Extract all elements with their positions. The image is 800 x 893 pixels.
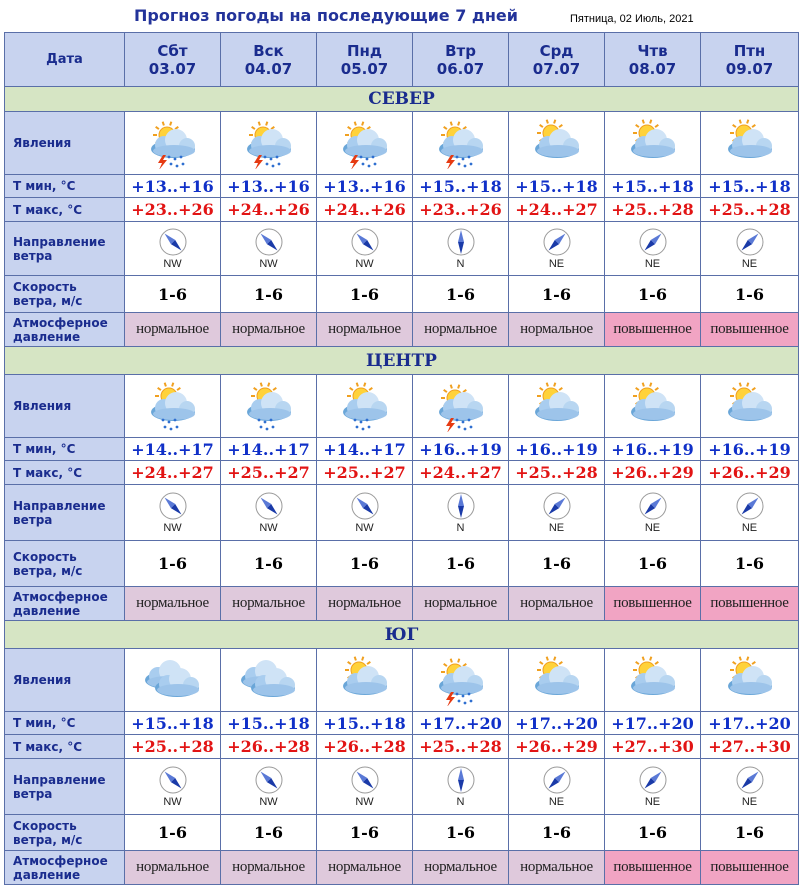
wind-speed-value: 1-6 [413,815,509,851]
wind-speed-value: 1-6 [605,276,701,313]
wind-speed-row [5,815,799,851]
tmax-value: +25..+28 [701,198,799,222]
tmax-value: +26..+29 [701,461,799,485]
date-header: Дата [5,33,125,87]
cloudy-icon [221,654,316,706]
pressure-value: нормальное [413,313,509,347]
wind-direction-label: NW [355,796,374,808]
region-title: ЦЕНТР [5,347,799,375]
weather-cell [701,112,799,175]
tmin-row [5,175,799,198]
wind-speed-value: 1-6 [509,541,605,587]
pressure-value: повышенное [605,851,701,885]
row-label: Скорость ветра, м/с [5,815,125,851]
pressure-value: нормальное [125,587,221,621]
wind-direction-label: NW [259,258,278,270]
wind-direction-label: NW [259,522,278,534]
tmin-value: +13..+16 [125,175,221,198]
pressure-row [5,587,799,621]
day-date: 08.07 [628,59,677,78]
tmin-value: +17..+20 [509,712,605,735]
wind-direction-label: NW [259,796,278,808]
tmin-value: +14..+17 [221,438,317,461]
sun-cloud-rain-icon [317,380,412,432]
tmin-value: +16..+19 [413,438,509,461]
wind-direction-label: NW [355,522,374,534]
weather-cell [125,649,221,712]
region-title: ЮГ [5,621,799,649]
pressure-value: нормальное [317,587,413,621]
wind-speed-row [5,276,799,313]
tmax-value: +27..+30 [605,735,701,759]
wind-compass-icon [221,227,316,257]
day-date: 06.07 [436,59,485,78]
wind-speed-row [5,541,799,587]
pressure-row [5,851,799,885]
row-label: Т макс, °С [5,198,125,222]
wind-compass-icon [125,227,220,257]
tmax-row [5,198,799,222]
weather-cell [605,375,701,438]
sun-cloud-rain-thunder-icon [221,117,316,169]
sun-cloud-rain-thunder-icon [413,117,508,169]
cloudy-icon [125,654,220,706]
row-label: Скорость ветра, м/с [5,276,125,313]
region-row [5,87,799,112]
weather-cell [413,375,509,438]
wind-direction-cell [317,759,413,815]
wind-direction-cell [317,222,413,276]
row-label: Атмосферное давление [5,851,125,885]
pressure-value: нормальное [221,851,317,885]
row-label: Т макс, °С [5,735,125,759]
wind-compass-icon [605,491,700,521]
wind-compass-icon [221,491,316,521]
weather-cell [125,112,221,175]
wind-direction-cell [413,485,509,541]
weather-cell [509,649,605,712]
weather-cell [509,112,605,175]
phenomena-row [5,649,799,712]
day-date: 09.07 [725,59,774,78]
wind-speed-value: 1-6 [221,815,317,851]
wind-compass-icon [413,227,508,257]
tmin-value: +16..+19 [701,438,799,461]
wind-speed-value: 1-6 [317,276,413,313]
tmax-value: +24..+26 [221,198,317,222]
weather-cell [221,112,317,175]
wind-direction-cell [125,759,221,815]
wind-compass-icon [605,765,700,795]
wind-direction-cell [125,222,221,276]
pressure-value: нормальное [509,313,605,347]
weather-cell [317,112,413,175]
wind-compass-icon [125,491,220,521]
row-label: Явления [5,649,125,712]
row-label: Явления [5,375,125,438]
weather-cell [413,649,509,712]
day-header [701,33,799,87]
tmax-value: +25..+27 [317,461,413,485]
tmin-value: +15..+18 [509,175,605,198]
tmin-value: +13..+16 [221,175,317,198]
tmax-value: +23..+26 [413,198,509,222]
day-header [221,33,317,87]
row-label: Направление ветра [5,222,125,276]
row-label: Явления [5,112,125,175]
wind-direction-label: NE [741,258,758,270]
tmin-value: +14..+17 [317,438,413,461]
weather-cell [605,112,701,175]
day-of-week: Вск [253,41,284,60]
day-header [125,33,221,87]
day-header [413,33,509,87]
wind-compass-icon [413,491,508,521]
wind-speed-value: 1-6 [509,815,605,851]
tmax-value: +26..+28 [221,735,317,759]
wind-direction-cell [413,759,509,815]
wind-direction-row [5,485,799,541]
tmin-value: +15..+18 [605,175,701,198]
region-row [5,621,799,649]
wind-direction-cell [701,222,799,276]
partly-cloudy-icon [317,654,412,706]
pressure-value: повышенное [701,851,799,885]
weather-cell [413,112,509,175]
tmax-value: +26..+29 [605,461,701,485]
sun-cloud-rain-icon [221,380,316,432]
current-date: Пятница, 02 Июль, 2021 [570,13,694,25]
wind-direction-cell [701,759,799,815]
tmin-value: +16..+19 [509,438,605,461]
tmin-value: +13..+16 [317,175,413,198]
weather-cell [125,375,221,438]
row-label: Скорость ветра, м/с [5,541,125,587]
wind-direction-label: NE [644,522,661,534]
day-of-week: Сбт [157,41,188,60]
phenomena-row [5,375,799,438]
pressure-value: нормальное [125,313,221,347]
wind-speed-value: 1-6 [605,815,701,851]
wind-speed-value: 1-6 [125,541,221,587]
wind-direction-cell [413,222,509,276]
day-date: 03.07 [148,59,197,78]
partly-cloudy-icon [509,654,604,706]
day-date: 07.07 [532,59,581,78]
wind-direction-cell [509,485,605,541]
wind-direction-label: NE [548,522,565,534]
wind-direction-row [5,222,799,276]
pressure-value: нормальное [125,851,221,885]
day-of-week: Чтв [637,41,668,60]
sun-cloud-rain-thunder-icon [413,380,508,432]
partly-cloudy-icon [509,117,604,169]
wind-speed-value: 1-6 [701,276,799,313]
pressure-value: повышенное [605,587,701,621]
wind-direction-cell [605,485,701,541]
wind-compass-icon [605,227,700,257]
day-of-week: Втр [445,41,476,60]
wind-compass-icon [221,765,316,795]
pressure-value: повышенное [701,587,799,621]
wind-compass-icon [701,765,798,795]
row-label: Т макс, °С [5,461,125,485]
wind-direction-cell [701,485,799,541]
tmin-value: +17..+20 [605,712,701,735]
tmin-value: +15..+18 [221,712,317,735]
tmin-row [5,712,799,735]
tmax-value: +26..+29 [509,735,605,759]
wind-direction-cell [605,222,701,276]
wind-direction-label: NE [644,258,661,270]
day-of-week: Птн [733,41,766,60]
wind-direction-label: N [456,522,465,534]
pressure-value: повышенное [605,313,701,347]
wind-speed-value: 1-6 [125,276,221,313]
wind-direction-label: NE [548,796,565,808]
row-label: Атмосферное давление [5,587,125,621]
pressure-value: нормальное [317,851,413,885]
weather-cell [701,375,799,438]
partly-cloudy-icon [605,654,700,706]
wind-compass-icon [317,491,412,521]
tmin-value: +16..+19 [605,438,701,461]
wind-direction-label: NW [355,258,374,270]
region-title: СЕВЕР [5,87,799,112]
day-of-week: Срд [539,41,574,60]
wind-speed-value: 1-6 [221,541,317,587]
wind-direction-label: NW [163,522,182,534]
wind-direction-label: NE [741,796,758,808]
wind-direction-cell [509,222,605,276]
wind-direction-cell [221,759,317,815]
weather-cell [221,375,317,438]
wind-direction-cell [125,485,221,541]
pressure-value: нормальное [221,587,317,621]
region-row [5,347,799,375]
pressure-value: нормальное [413,587,509,621]
weather-cell [605,649,701,712]
partly-cloudy-icon [701,654,798,706]
sun-cloud-rain-icon [125,380,220,432]
tmin-value: +14..+17 [125,438,221,461]
page-title: Прогноз погоды на последующие 7 дней [134,6,518,25]
tmax-value: +26..+28 [317,735,413,759]
tmin-value: +17..+20 [701,712,799,735]
weather-cell [317,649,413,712]
weather-cell [317,375,413,438]
tmin-row [5,438,799,461]
wind-speed-value: 1-6 [125,815,221,851]
tmax-value: +24..+27 [125,461,221,485]
day-date: 04.07 [244,59,293,78]
tmax-value: +27..+30 [701,735,799,759]
wind-direction-label: NE [548,258,565,270]
pressure-value: повышенное [701,313,799,347]
pressure-value: нормальное [317,313,413,347]
partly-cloudy-icon [701,117,798,169]
pressure-value: нормальное [509,851,605,885]
tmax-value: +25..+28 [413,735,509,759]
wind-direction-label: NW [163,796,182,808]
tmin-value: +17..+20 [413,712,509,735]
day-header [317,33,413,87]
wind-speed-value: 1-6 [605,541,701,587]
wind-direction-cell [317,485,413,541]
tmax-value: +25..+28 [125,735,221,759]
tmax-value: +25..+28 [605,198,701,222]
pressure-value: нормальное [221,313,317,347]
row-label: Т мин, °С [5,438,125,461]
wind-direction-row [5,759,799,815]
wind-direction-label: NE [644,796,661,808]
partly-cloudy-icon [605,380,700,432]
sun-cloud-rain-thunder-icon [413,654,508,706]
forecast-table [4,32,799,885]
wind-compass-icon [701,491,798,521]
wind-direction-cell [221,222,317,276]
wind-direction-cell [509,759,605,815]
partly-cloudy-icon [509,380,604,432]
tmin-value: +15..+18 [125,712,221,735]
wind-compass-icon [701,227,798,257]
wind-compass-icon [509,227,604,257]
pressure-value: нормальное [413,851,509,885]
wind-compass-icon [125,765,220,795]
tmax-row [5,461,799,485]
sun-cloud-rain-thunder-icon [125,117,220,169]
wind-speed-value: 1-6 [701,541,799,587]
row-label: Т мин, °С [5,712,125,735]
tmin-value: +15..+18 [317,712,413,735]
wind-direction-cell [605,759,701,815]
tmax-value: +24..+26 [317,198,413,222]
wind-compass-icon [509,491,604,521]
row-label: Направление ветра [5,759,125,815]
pressure-row [5,313,799,347]
wind-compass-icon [317,227,412,257]
wind-direction-label: NE [741,522,758,534]
wind-direction-label: NW [163,258,182,270]
wind-direction-cell [221,485,317,541]
tmax-value: +24..+27 [413,461,509,485]
tmin-value: +15..+18 [413,175,509,198]
partly-cloudy-icon [605,117,700,169]
wind-direction-label: N [456,258,465,270]
wind-compass-icon [509,765,604,795]
tmax-value: +24..+27 [509,198,605,222]
wind-compass-icon [317,765,412,795]
wind-speed-value: 1-6 [317,815,413,851]
wind-speed-value: 1-6 [221,276,317,313]
row-label: Т мин, °С [5,175,125,198]
wind-speed-value: 1-6 [413,276,509,313]
day-date: 05.07 [340,59,389,78]
tmax-value: +25..+28 [509,461,605,485]
wind-compass-icon [413,765,508,795]
weather-cell [221,649,317,712]
tmax-row [5,735,799,759]
row-label: Атмосферное давление [5,313,125,347]
wind-speed-value: 1-6 [413,541,509,587]
tmin-value: +15..+18 [701,175,799,198]
wind-speed-value: 1-6 [509,276,605,313]
wind-direction-label: N [456,796,465,808]
header-row [5,33,799,87]
weather-cell [701,649,799,712]
sun-cloud-rain-thunder-icon [317,117,412,169]
day-header [509,33,605,87]
phenomena-row [5,112,799,175]
day-of-week: Пнд [346,41,383,60]
wind-speed-value: 1-6 [701,815,799,851]
wind-speed-value: 1-6 [317,541,413,587]
partly-cloudy-icon [701,380,798,432]
tmax-value: +23..+26 [125,198,221,222]
weather-cell [509,375,605,438]
pressure-value: нормальное [509,587,605,621]
row-label: Направление ветра [5,485,125,541]
tmax-value: +25..+27 [221,461,317,485]
day-header [605,33,701,87]
